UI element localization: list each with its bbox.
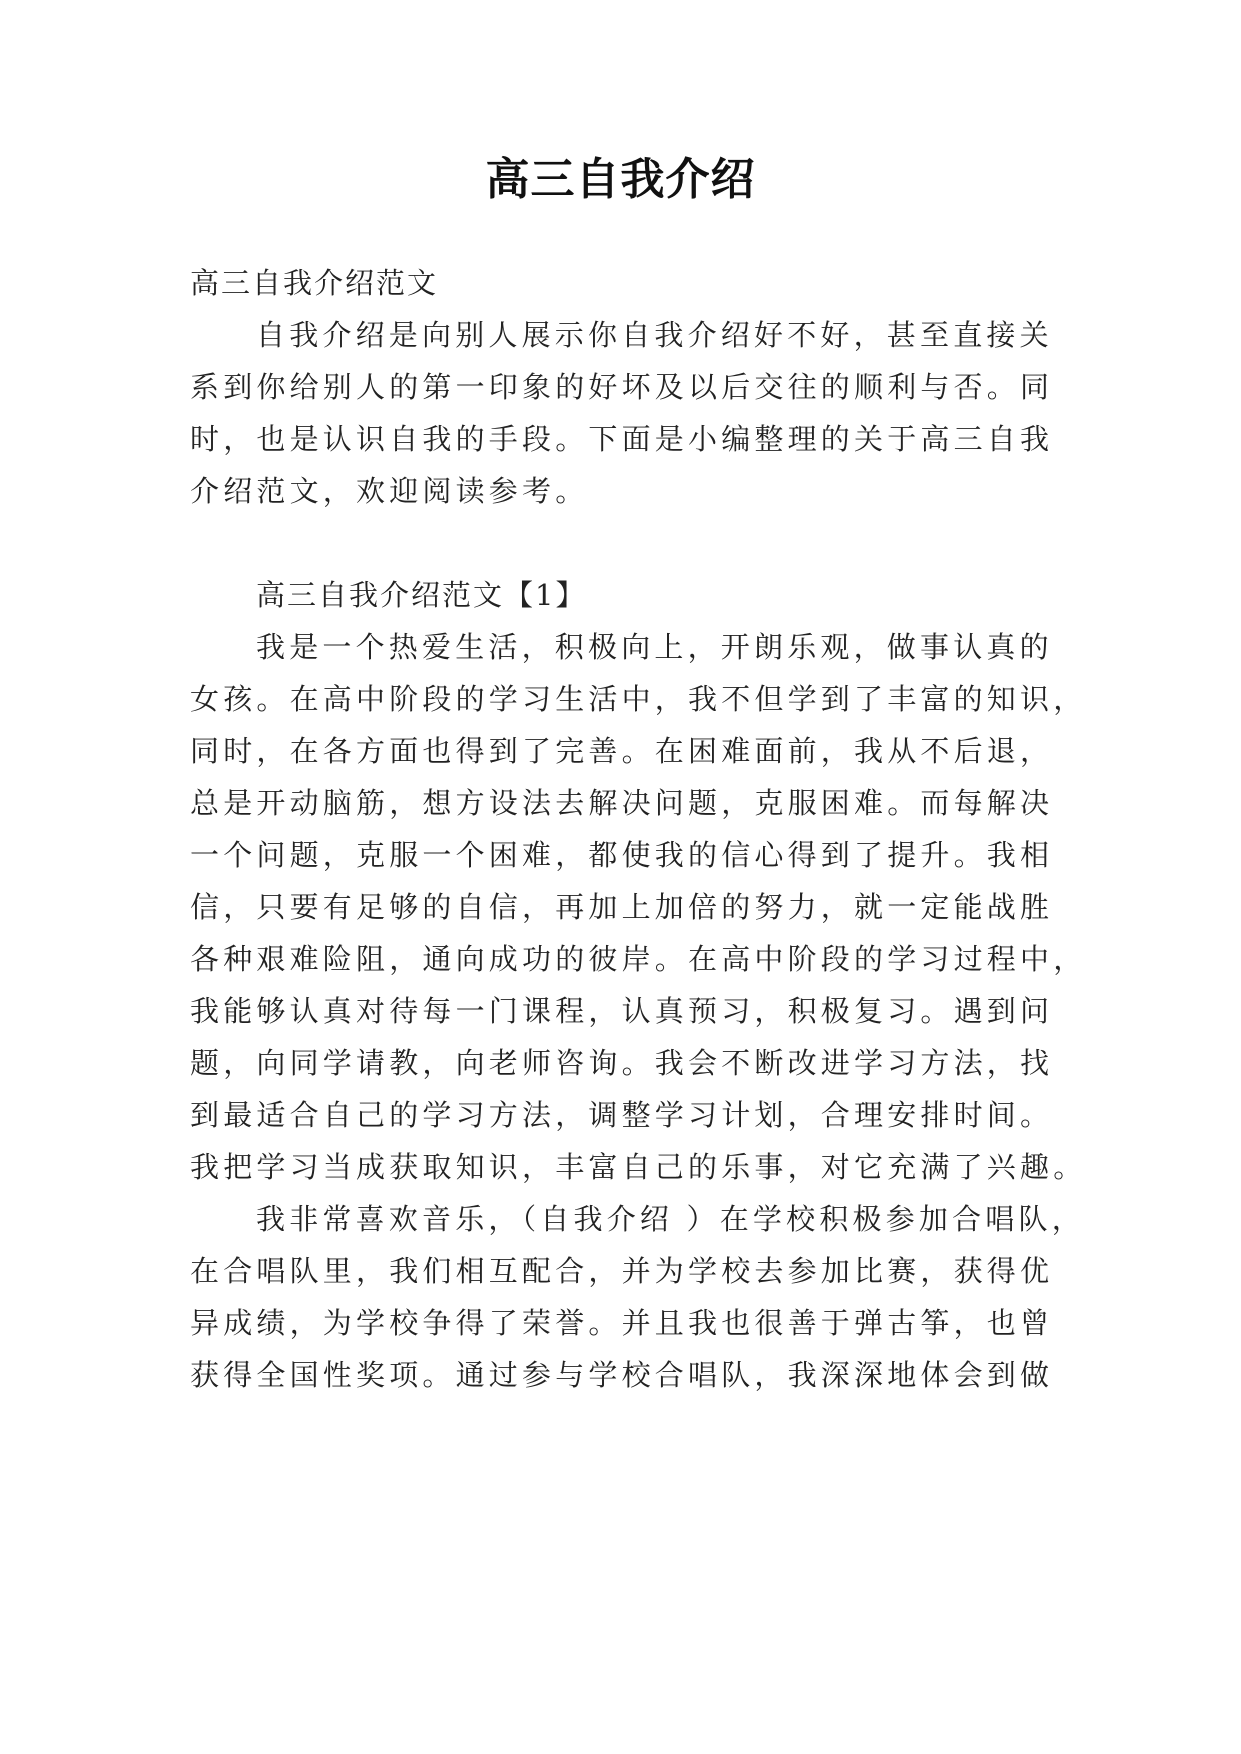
paragraph-line: 我是一个热爱生活，积极向上，开朗乐观，做事认真的 [256,630,1053,664]
paragraph-line: 在合唱队里，我们相互配合，并为学校去参加比赛，获得优 [190,1254,1054,1288]
paragraph-line: 到最适合自己的学习方法，调整学习计划，合理安排时间。 [190,1098,1054,1132]
paragraph-line: 异成绩，为学校争得了荣誉。并且我也很善于弹古筝，也曾 [190,1306,1054,1340]
intro-line: 系到你给别人的第一印象的好坏及以后交往的顺利与否。同 [190,370,1054,404]
paragraph-line: 我非常喜欢音乐，（自我介绍 ）在学校积极参加合唱队， [256,1202,1085,1236]
paragraph-line: 信，只要有足够的自信，再加上加倍的努力，就一定能战胜 [190,890,1054,924]
paragraph-line: 题，向同学请教，向老师咨询。我会不断改进学习方法，找 [190,1046,1054,1080]
paragraph-line: 各种艰难险阻，通向成功的彼岸。在高中阶段的学习过程中， [190,942,1087,976]
paragraph-line: 女孩。在高中阶段的学习生活中，我不但学到了丰富的知识， [190,682,1087,716]
intro-line: 时，也是认识自我的手段。下面是小编整理的关于高三自我 [190,422,1054,456]
page-title: 高三自我介绍 [485,154,756,205]
intro-line: 自我介绍是向别人展示你自我介绍好不好，甚至直接关 [256,318,1053,352]
paragraph-line: 总是开动脑筋，想方设法去解决问题，克服困难。而每解决 [190,786,1054,820]
section-heading: 高三自我介绍范文【1】 [256,578,587,612]
paragraph-line: 同时，在各方面也得到了完善。在困难面前，我从不后退， [190,734,1054,768]
paragraph-line: 获得全国性奖项。通过参与学校合唱队，我深深地体会到做 [190,1358,1054,1392]
subtitle: 高三自我介绍范文 [190,266,439,300]
paragraph-line: 一个问题，克服一个困难，都使我的信心得到了提升。我相 [190,838,1054,872]
paragraph-line: 我把学习当成获取知识，丰富自己的乐事，对它充满了兴趣。 [190,1150,1087,1184]
intro-line: 介绍范文，欢迎阅读参考。 [190,474,589,508]
paragraph-line: 我能够认真对待每一门课程，认真预习，积极复习。遇到问 [190,994,1054,1028]
